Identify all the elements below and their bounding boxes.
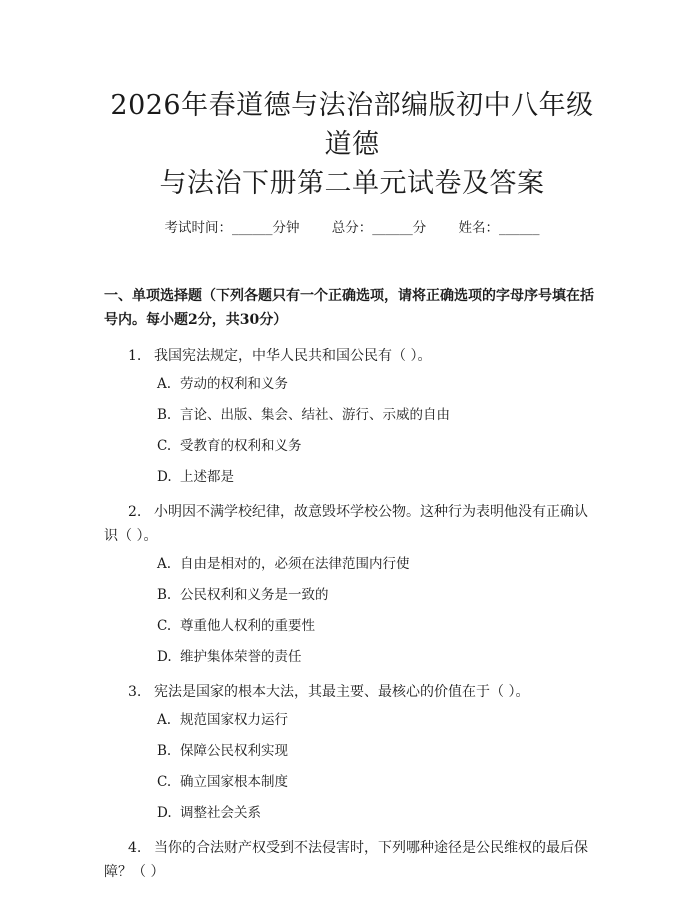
question-text: 当你的合法财产权受到不法侵害时，下列哪种途径是公民维权的最后保障？（ ） <box>104 840 588 880</box>
question-number: 4. <box>128 840 142 856</box>
option-letter: B. <box>157 407 172 423</box>
question-3-options <box>104 710 600 824</box>
question-text: 我国宪法规定，中华人民共和国公民有（ ）。 <box>154 348 432 364</box>
question-1 <box>104 344 600 368</box>
option-letter: B. <box>157 743 172 759</box>
option-d <box>104 467 600 488</box>
option-c <box>104 436 600 457</box>
option-c <box>104 616 600 637</box>
student-name-field: 姓名：______ <box>458 220 540 236</box>
option-text: 规范国家权力运行 <box>180 712 288 728</box>
option-text: 公民权利和义务是一致的 <box>180 587 329 603</box>
option-a <box>104 374 600 395</box>
option-text: 调整社会关系 <box>180 805 261 821</box>
option-b <box>104 405 600 426</box>
question-2 <box>104 500 600 548</box>
option-b <box>104 741 600 762</box>
option-text: 上述都是 <box>180 469 234 485</box>
option-text: 确立国家根本制度 <box>180 774 288 790</box>
exam-title-line-2: 与法治下册第二单元试卷及答案 <box>159 168 545 199</box>
option-letter: D. <box>157 469 172 485</box>
option-d <box>104 803 600 824</box>
question-text: 小明因不满学校纪律，故意毁坏学校公物。这种行为表明他没有正确认识（ ）。 <box>104 504 588 544</box>
question-text: 宪法是国家的根本大法，其最主要、最核心的价值在于（ ）。 <box>154 684 530 700</box>
question-number: 2. <box>128 504 142 520</box>
exam-meta <box>104 218 600 238</box>
option-letter: C. <box>157 618 172 634</box>
option-letter: C. <box>157 438 172 454</box>
option-text: 言论、出版、集会、结社、游行、示威的自由 <box>180 407 450 423</box>
option-letter: B. <box>157 587 172 603</box>
option-d <box>104 647 600 668</box>
section-heading: 一、单项选择题（下列各题只有一个正确选项，请将正确选项的字母序号填在括号内。每小题2分，共30分） <box>104 288 594 328</box>
option-text: 保障公民权利实现 <box>180 743 288 759</box>
option-text: 受教育的权利和义务 <box>180 438 302 454</box>
question-number: 3. <box>128 684 142 700</box>
question-2-options <box>104 554 600 668</box>
option-letter: D. <box>157 649 172 665</box>
option-letter: A. <box>157 556 172 572</box>
total-score-field: 总分：______分 <box>331 220 427 236</box>
option-c <box>104 772 600 793</box>
exam-title-line-1: 2026年春道德与法治部编版初中八年级道德 <box>110 90 594 160</box>
question-3 <box>104 680 600 704</box>
question-4 <box>104 836 600 884</box>
option-text: 自由是相对的，必须在法律范围内行使 <box>180 556 410 572</box>
exam-time-field: 考试时间：______分钟 <box>164 220 300 236</box>
option-text: 尊重他人权利的重要性 <box>180 618 315 634</box>
option-a <box>104 710 600 731</box>
option-letter: A. <box>157 376 172 392</box>
option-text: 维护集体荣誉的责任 <box>180 649 302 665</box>
option-a <box>104 554 600 575</box>
exam-title <box>104 0 600 203</box>
option-letter: A. <box>157 712 172 728</box>
question-1-options <box>104 374 600 488</box>
option-letter: C. <box>157 774 172 790</box>
option-letter: D. <box>157 805 172 821</box>
question-number: 1. <box>128 348 142 364</box>
option-text: 劳动的权利和义务 <box>180 376 288 392</box>
option-b <box>104 585 600 606</box>
